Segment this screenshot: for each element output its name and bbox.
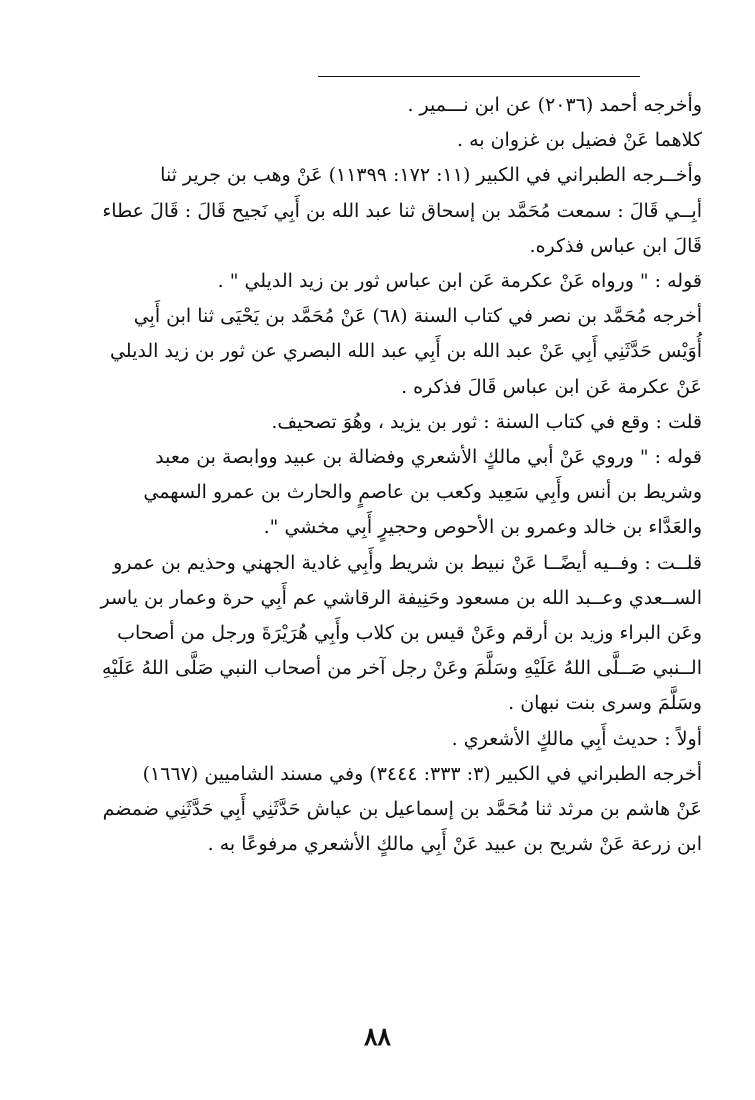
- text-line: أبِــي قَالَ : سمعت مُحَمَّد بن إسحاق ثنا عبد الله بن أَبِي نَجيح قَالَ : قَالَ عطاء: [102, 199, 702, 222]
- text-line: قوله : " وروي عَنْ أبي مالكٍ الأشعري وفضالة بن عبيد ووابصة بن معبد: [155, 446, 702, 469]
- text-line: أخرجه الطبراني في الكبير (٣: ٣٣٣: ٣٤٤٤) وفي مسند الشاميين (١٦٦٧): [142, 762, 702, 785]
- text-line: وأخرجه أحمد (٢٠٣٦) عن ابن نـــمير .: [407, 94, 702, 116]
- text-line: ابن زرعة عَنْ شريح بن عبيد عَنْ أَبِي مالكٍ الأشعري مرفوعًا به .: [207, 833, 702, 856]
- text-line: أولاً : حديث أَبِي مالكٍ الأشعري .: [451, 727, 702, 750]
- text-line: قلــت : وفــيه أيضًــا عَنْ نبيط بن شريط وأَبِي غادية الجهني وحذيم بن عمرو: [113, 551, 702, 574]
- text-line: وسَلَّمَ وسرى بنت نبهان .: [508, 692, 702, 715]
- text-line: قلت : وقع في كتاب السنة : ثور بن يزيد ، وهُوَ تصحيف.: [271, 410, 702, 433]
- text-line: الســعدي وعــبد الله بن مسعود وحَنِيفة الرقاشي عم أَبِي حرة وعمار بن ياسر: [100, 586, 702, 609]
- text-line: أُوَيْس حَدَّثَنِي أَبِي عَنْ عبد الله بن أَبِي عبد الله البصري عن ثور بن زيد الديلي: [109, 340, 702, 363]
- text-line: قوله : " ورواه عَنْ عكرمة عَن ابن عباس ثور بن زيد الديلي " .: [217, 270, 702, 293]
- text-line: وعَن البراء وزيد بن أرقم وعَنْ قيس بن كلاب وأَبِي هُرَيْرَةَ ورجل من أصحاب: [117, 622, 702, 645]
- text-line: وشريط بن أنس وأَبِي سَعِيد وكعب بن عاصمٍ والحارث بن عمرو السهمي: [143, 481, 702, 504]
- text-line: أخرجه مُحَمَّد بن نصر في كتاب السنة (٦٨) عَنْ مُحَمَّد بن يَحْيَى ثنا ابن أَبِي: [133, 305, 702, 328]
- text-line: عَنْ هاشم بن مرثد ثنا مُحَمَّد بن إسماعيل بن عياش حَدَّثَنِي أَبِي حَدَّثَنِي ضمضم: [102, 798, 702, 821]
- text-line: قَالَ ابن عباس فذكره.: [529, 234, 702, 257]
- text-line: كلاهما عَنْ فضيل بن غزوان به .: [457, 129, 702, 152]
- text-line: الــنبي صَــلَّى اللهُ عَلَيْهِ وسَلَّمَ وعَنْ رجل آخر من أصحاب النبي صَلَّى اللهُ عَلَيْهِ: [101, 657, 702, 680]
- text-line: والعَدَّاء بن خالد وعمرو بن الأحوص وحجيرٍ أَبِي مخشي ".: [263, 516, 702, 539]
- body-text: [52, 88, 702, 862]
- text-line: عَنْ عكرمة عَن ابن عباس قَالَ فذكره .: [401, 375, 702, 398]
- text-line: وأخــرجه الطبراني في الكبير (١١: ١٧٢: ١١٣٩٩) عَنْ وهب بن جرير ثنا: [160, 164, 702, 187]
- page-number: ٨٨: [364, 1022, 391, 1051]
- footnote-separator-rule: [318, 76, 640, 77]
